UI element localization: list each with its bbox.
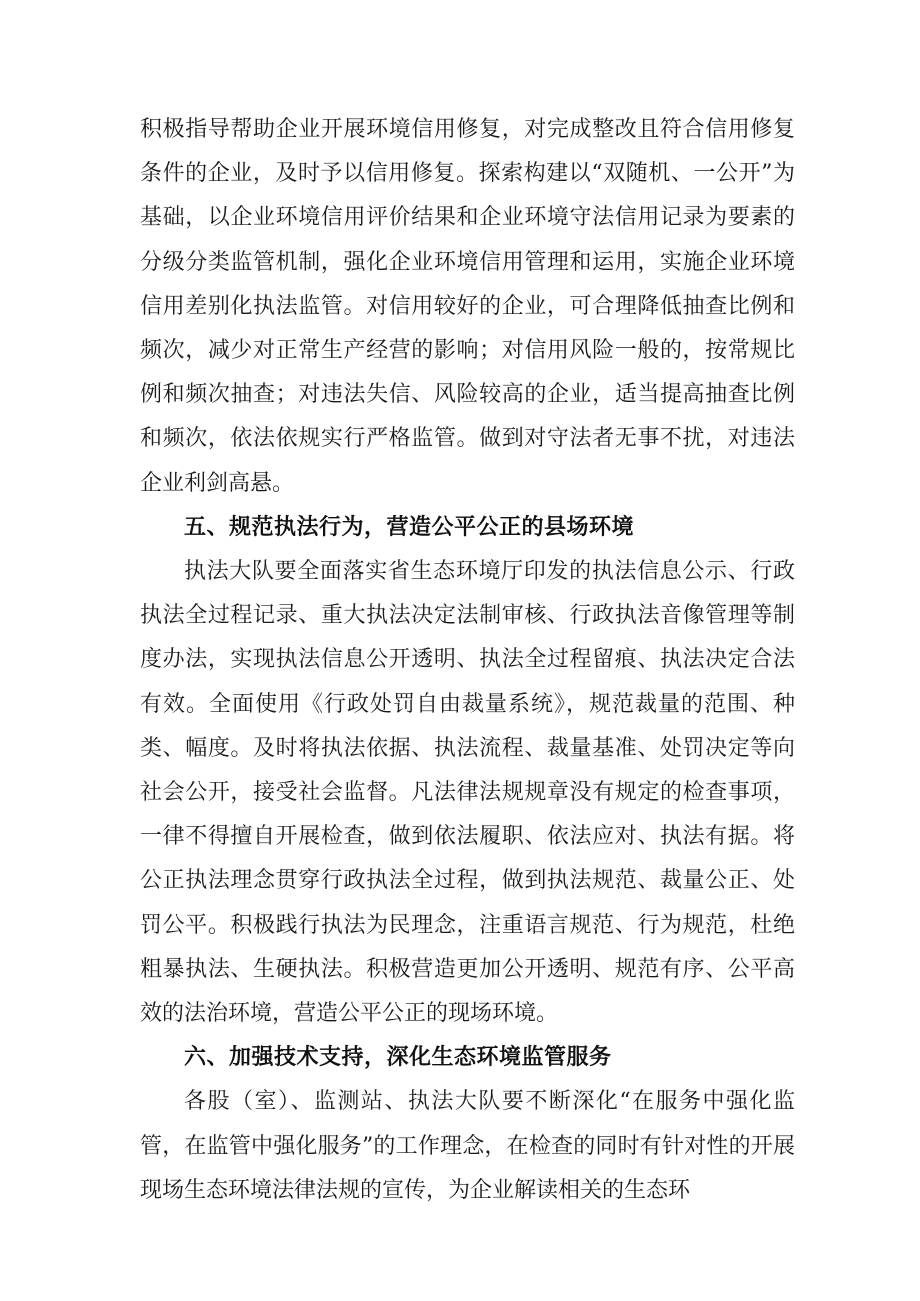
paragraph-law-enforcement: 执法大队要全面落实省生态环境厅印发的执法信息公示、行政执法全过程记录、重大执法决定法制审核、行政执法音像管理等制度办法，实现执法信息公开透明、执法全过程留痕、执法决定合法有效。全面使用《行政处罚自由裁量系统》，规范裁量的范围、种类、幅度。及时将执法依据、执法流程、裁量基准、处罚决定等向社会公开，接受社会监督。凡法律法规规章没有规定的检查事项，一律不得擅自开展检查，做到依法履职、依法应对、执法有据。将公正执法理念贯穿行政执法全过程，做到执法规范、裁量公正、处罚公平。积极践行执法为民理念，注重语言规范、行为规范，杜绝粗暴执法、生硬执法。积极营造更加公开透明、规范有序、公平高效的法治环境，营造公平公正的现场环境。 [140,559,795,1027]
section-heading-6: 六、加强技术支持，深化生态环境监管服务 [184,1045,612,1071]
paragraph-technical-support: 各股（室）、监测站、执法大队要不断深化“在服务中强化监管，在监管中强化服务”的工作理念，在检查的同时有针对性的开展现场生态环境法律法规的宣传，为企业解读相关的生态环 [140,1089,795,1203]
paragraph-credit-repair: 积极指导帮助企业开展环境信用修复，对完成整改且符合信用修复条件的企业，及时予以信用修复。探索构建以“双随机、一公开”为基础，以企业环境信用评价结果和企业环境守法信用记录为要素的分级分类监管机制，强化企业环境信用管理和运用，实施企业环境信用差别化执法监管。对信用较好的企业，可合理降低抽查比例和频次，减少对正常生产经营的影响；对信用风险一般的，按常规比例和频次抽查；对违法失信、风险较高的企业，适当提高抽查比例和频次，依法依规实行严格监管。做到对守法者无事不扰，对违法企业利剑高悬。 [140,117,795,496]
section-heading-5: 五、规范执法行为，营造公平公正的县场环境 [184,514,635,540]
document-body [140,108,795,1213]
